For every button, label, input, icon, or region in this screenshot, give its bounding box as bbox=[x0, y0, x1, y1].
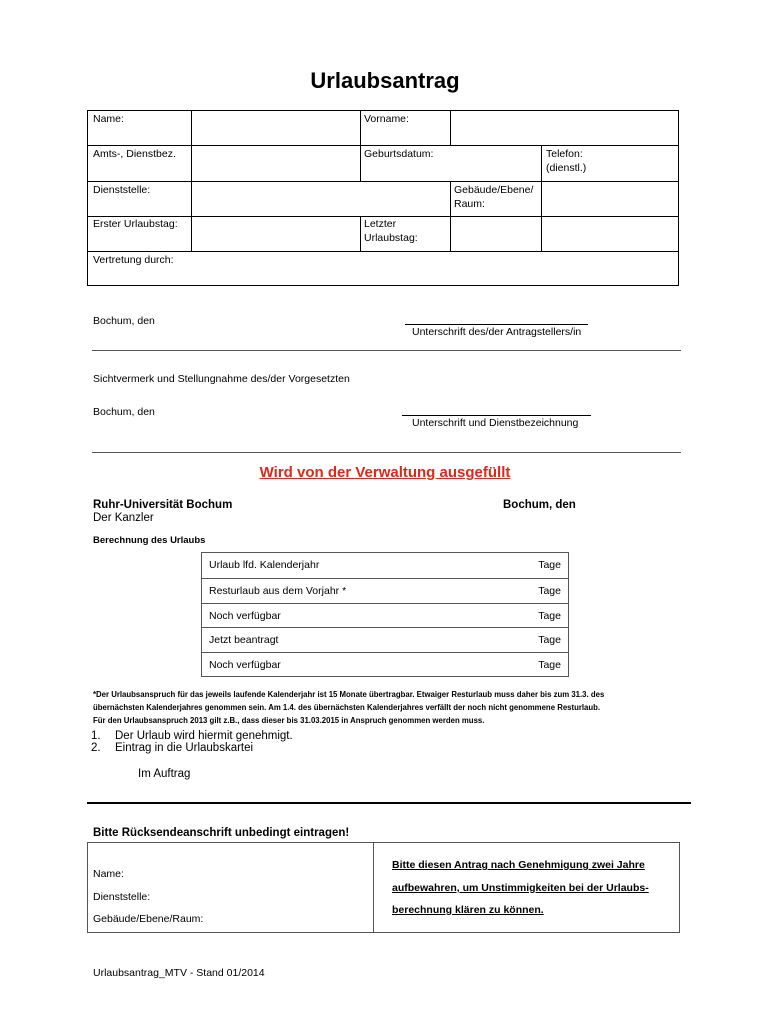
amts-field[interactable] bbox=[192, 146, 359, 180]
return-name-label: Name: bbox=[93, 868, 124, 880]
dienststelle-field[interactable] bbox=[192, 182, 449, 215]
admin-heading: Wird von der Verwaltung ausgefüllt bbox=[259, 464, 511, 481]
section-divider bbox=[92, 350, 681, 351]
return-heading: Bitte Rücksendeanschrift unbedingt eintragen! bbox=[93, 827, 350, 839]
list-number: 2. bbox=[91, 742, 101, 754]
footnote-line: *Der Urlaubsanspruch für das jeweils laufende Kalenderjahr ist 15 Monate übertragbar. Etwaiger Resturlaub muss daher bis zum 31.3. des bbox=[93, 690, 605, 699]
return-address-box bbox=[87, 842, 680, 933]
place-date-label: Bochum, den bbox=[93, 406, 155, 418]
university-name: Ruhr-Universität Bochum bbox=[93, 499, 233, 511]
letzter-label-line1: Letzter bbox=[364, 218, 397, 230]
amts-label: Amts-, Dienstbez. bbox=[93, 148, 176, 160]
signature-line bbox=[87, 802, 691, 804]
sichtvermerk-label: Sichtvermerk und Stellungnahme des/der Vorgesetzten bbox=[93, 373, 350, 385]
telefon-label bbox=[546, 147, 586, 175]
erster-urlaubstag-label: Erster Urlaubstag: bbox=[93, 218, 178, 230]
form-divider bbox=[450, 181, 451, 216]
name-label: Name: bbox=[93, 113, 124, 125]
signature-line[interactable] bbox=[402, 415, 591, 416]
return-gebaeude-label: Gebäude/Ebene/Raum: bbox=[93, 913, 204, 925]
storage-hint-line: Bitte diesen Antrag nach Genehmigung zwei Jahre bbox=[392, 859, 645, 871]
signature-caption: Unterschrift und Dienstbezeichnung bbox=[412, 417, 579, 429]
form-divider bbox=[360, 111, 361, 145]
row-label: Noch verfügbar bbox=[209, 659, 281, 671]
letzter-urlaubstag-label bbox=[364, 217, 418, 245]
vacation-table bbox=[201, 552, 569, 677]
letzter-label-line2: Urlaubstag: bbox=[364, 232, 418, 244]
name-field[interactable] bbox=[192, 112, 359, 144]
row-unit: Tage bbox=[538, 610, 561, 622]
storage-hint-line: berechnung klären zu können. bbox=[392, 904, 544, 916]
table-row bbox=[202, 627, 568, 652]
approval-item-2 bbox=[91, 742, 254, 754]
table-row bbox=[202, 553, 568, 578]
signature-line[interactable] bbox=[405, 324, 588, 325]
telefon-label-line1: Telefon: bbox=[546, 148, 583, 160]
footnote-line: Für den Urlaubsanspruch 2013 gilt z.B., dass dieser bis 31.03.2015 in Anspruch genommen werden muss. bbox=[93, 716, 485, 725]
section-divider bbox=[92, 452, 681, 453]
signature-caption: Unterschrift des/der Antragstellers/in bbox=[412, 326, 582, 338]
return-dienststelle-label: Dienststelle: bbox=[93, 891, 151, 903]
applicant-form bbox=[87, 110, 679, 286]
row-label: Urlaub lfd. Kalenderjahr bbox=[209, 559, 320, 571]
row-label: Jetzt beantragt bbox=[209, 634, 279, 646]
list-number: 1. bbox=[91, 730, 101, 742]
return-address-field[interactable] bbox=[93, 851, 371, 929]
list-text: Der Urlaub wird hiermit genehmigt. bbox=[115, 730, 293, 742]
table-row bbox=[202, 578, 568, 603]
box-divider bbox=[373, 843, 374, 932]
erster-urlaubstag-field[interactable] bbox=[192, 217, 359, 250]
gebaeude-label-line2: Raum: bbox=[454, 198, 485, 210]
berechnung-heading: Berechnung des Urlaubs bbox=[93, 535, 206, 546]
letzter-urlaubstag-field[interactable] bbox=[451, 217, 677, 250]
place-date-label: Bochum, den bbox=[93, 315, 155, 327]
row-unit: Tage bbox=[538, 585, 561, 597]
form-divider bbox=[360, 216, 361, 251]
approval-item-1 bbox=[91, 730, 293, 742]
kanzler-label: Der Kanzler bbox=[93, 512, 154, 524]
row-unit: Tage bbox=[538, 659, 561, 671]
storage-hint-line: aufbewahren, um Unstimmigkeiten bei der Urlaubs- bbox=[392, 882, 649, 894]
row-unit: Tage bbox=[538, 559, 561, 571]
gebaeude-label bbox=[454, 183, 533, 211]
footer-text: Urlaubsantrag_MTV - Stand 01/2014 bbox=[93, 967, 265, 979]
table-row bbox=[202, 603, 568, 628]
footnote-line: übernächsten Kalenderjahres genommen sein. Am 1.4. des übernächsten Kalenderjahres verfällt der noch nicht genommene Resturlaub. bbox=[93, 703, 601, 712]
page-title: Urlaubsantrag bbox=[310, 68, 460, 93]
geburtsdatum-field[interactable] bbox=[361, 146, 540, 180]
list-text: Eintrag in die Urlaubskartei bbox=[115, 742, 254, 754]
footnote bbox=[93, 688, 683, 727]
row-label: Noch verfügbar bbox=[209, 610, 281, 622]
im-auftrag-label: Im Auftrag bbox=[138, 768, 191, 780]
gebaeude-field[interactable] bbox=[542, 182, 677, 215]
table-row bbox=[202, 652, 568, 677]
telefon-label-line2: (dienstl.) bbox=[546, 162, 587, 174]
row-unit: Tage bbox=[538, 634, 561, 646]
vertretung-field[interactable] bbox=[192, 252, 677, 285]
row-label: Resturlaub aus dem Vorjahr * bbox=[209, 585, 347, 597]
vorname-label: Vorname: bbox=[364, 113, 409, 125]
dienststelle-label: Dienststelle: bbox=[93, 184, 151, 196]
gebaeude-label-line1: Gebäude/Ebene/ bbox=[454, 184, 534, 196]
geburtsdatum-label: Geburtsdatum: bbox=[364, 148, 434, 160]
admin-date-label: Bochum, den bbox=[503, 499, 576, 511]
vertretung-label: Vertretung durch: bbox=[93, 254, 174, 266]
vorname-field[interactable] bbox=[451, 112, 677, 144]
